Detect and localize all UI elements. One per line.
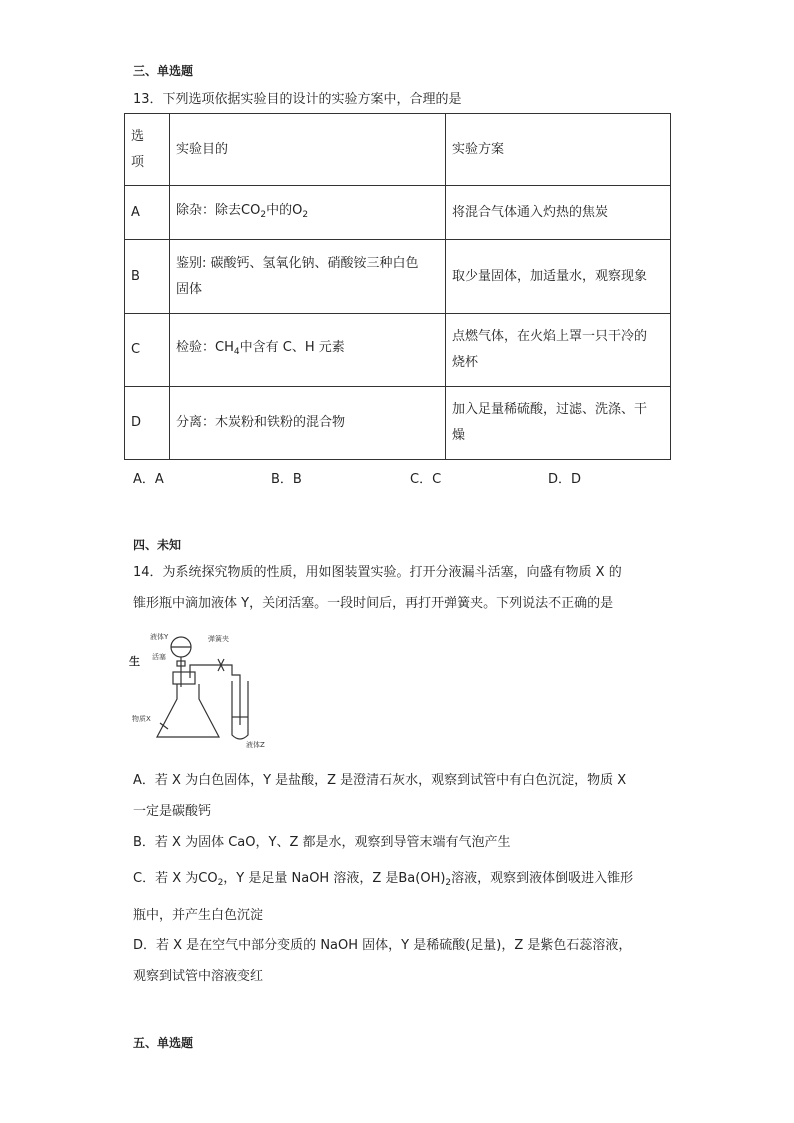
row-c-plan-line2: 烧杯 (452, 355, 479, 370)
question-14-stem-line1: 14．为系统探究物质的性质，用如图装置实验。打开分液漏斗活塞，向盛有物质 X 的 (133, 565, 622, 580)
section-title-4: 四、未知 (133, 538, 182, 552)
q14-c-formula-2-sub: 2 (445, 878, 452, 888)
row-b-option: B (125, 240, 170, 314)
stray-char: 生 (129, 655, 140, 668)
question-13-table (124, 113, 671, 460)
row-b-purpose (170, 240, 446, 314)
label-liquid-z: 液体Z (246, 741, 265, 749)
q14-c-mid: ，Y 是足量 NaOH 溶液，Z 是 (223, 871, 399, 886)
row-a-plan: 将混合气体通入灼热的焦炭 (446, 186, 671, 240)
q14-c-post: 溶液，观察到液体倒吸进入锥形 (451, 871, 634, 886)
q14-c-formula-2b: (OH) (415, 871, 446, 886)
row-c-formula-sub: 4 (233, 347, 240, 357)
header-plan: 实验方案 (446, 114, 671, 186)
row-a-purpose-pre: 除杂：除去 (176, 202, 242, 218)
row-d-option: D (125, 387, 170, 460)
row-c-plan (446, 314, 671, 387)
row-c-formula: CH (215, 340, 234, 355)
header-option-line1: 选 (131, 128, 145, 144)
choice-a[interactable]: A．A (133, 472, 164, 487)
row-a-formula-2: O (292, 202, 303, 218)
label-liquid-y: 液体Y (150, 633, 169, 641)
row-a-option: A (125, 186, 170, 240)
label-stopcock: 活塞 (152, 653, 166, 661)
row-b-plan: 取少量固体，加适量水，观察现象 (446, 240, 671, 314)
row-c-plan-line1: 点燃气体，在火焰上罩一只干冷的 (452, 329, 648, 344)
row-d-plan-line1: 加入足量稀硫酸，过滤、洗涤、干 (452, 402, 648, 417)
q14-c-formula-2: Ba (398, 871, 416, 886)
row-d-plan (446, 387, 671, 460)
row-c-purpose (170, 314, 446, 387)
q14-option-c-line1[interactable] (133, 867, 633, 888)
question-14-stem-line2: 锥形瓶中滴加液体 Y，关闭活塞。一段时间后，再打开弹簧夹。下列说法不正确的是 (133, 596, 614, 611)
row-c-purpose-pre: 检验： (176, 340, 216, 355)
table-header-row (125, 114, 671, 186)
q14-option-a-line1[interactable]: A．若 X 为白色固体，Y 是盐酸，Z 是澄清石灰水，观察到试管中有白色沉淀，物质 X (133, 773, 627, 788)
choice-d[interactable]: D．D (548, 472, 582, 487)
table-row (125, 240, 671, 314)
q14-option-c-line2: 瓶中，并产生白色沉淀 (133, 908, 264, 923)
label-spring-clip: 弹簧夹 (208, 635, 229, 643)
q14-option-d-line2: 观察到试管中溶液变红 (133, 969, 264, 984)
stopper (173, 672, 195, 684)
row-a-purpose (170, 186, 446, 240)
row-d-plan-line2: 燥 (452, 428, 466, 443)
row-b-purpose-line1: 鉴别: 碳酸钙、氢氧化钠、硝酸铵三种白色 (176, 255, 419, 271)
row-c-option: C (125, 314, 170, 387)
conical-flask-icon (157, 684, 219, 737)
row-d-purpose: 分离：木炭粉和铁粉的混合物 (170, 387, 446, 460)
row-a-purpose-mid: 中的 (266, 202, 293, 218)
header-option-line2: 项 (131, 154, 145, 170)
table-row (125, 186, 671, 240)
q14-c-formula-1-sub: 2 (217, 878, 224, 888)
section-title-5: 五、单选题 (133, 1036, 194, 1050)
q14-c-formula-1: CO (198, 871, 218, 886)
row-c-purpose-post: 中含有 C、H 元素 (239, 340, 345, 355)
q14-option-a-line2: 一定是碳酸钙 (133, 804, 212, 819)
q14-option-b[interactable]: B．若 X 为固体 CaO，Y、Z 都是水，观察到导管末端有气泡产生 (133, 835, 511, 850)
q14-option-d-line1[interactable]: D．若 X 是在空气中部分变质的 NaOH 固体，Y 是稀硫酸(足量)，Z 是紫色石蕊溶液， (133, 938, 632, 953)
section-title-3: 三、单选题 (133, 64, 194, 78)
label-substance-x: 物质X (132, 715, 151, 723)
row-a-formula-1-sub: 2 (260, 209, 267, 220)
row-a-formula-2-sub: 2 (302, 209, 309, 220)
question-13-stem: 13．下列选项依据实验目的设计的实验方案中，合理的是 (133, 92, 462, 107)
header-option (125, 114, 170, 186)
row-a-formula-1: CO (241, 202, 261, 218)
row-b-purpose-line2: 固体 (176, 281, 203, 297)
table-row (125, 314, 671, 387)
table-row (125, 387, 671, 460)
apparatus-figure (128, 625, 283, 750)
header-purpose: 实验目的 (170, 114, 446, 186)
choice-c[interactable]: C．C (410, 472, 442, 487)
choice-b[interactable]: B．B (271, 472, 302, 487)
q14-c-pre: C．若 X 为 (133, 871, 199, 886)
